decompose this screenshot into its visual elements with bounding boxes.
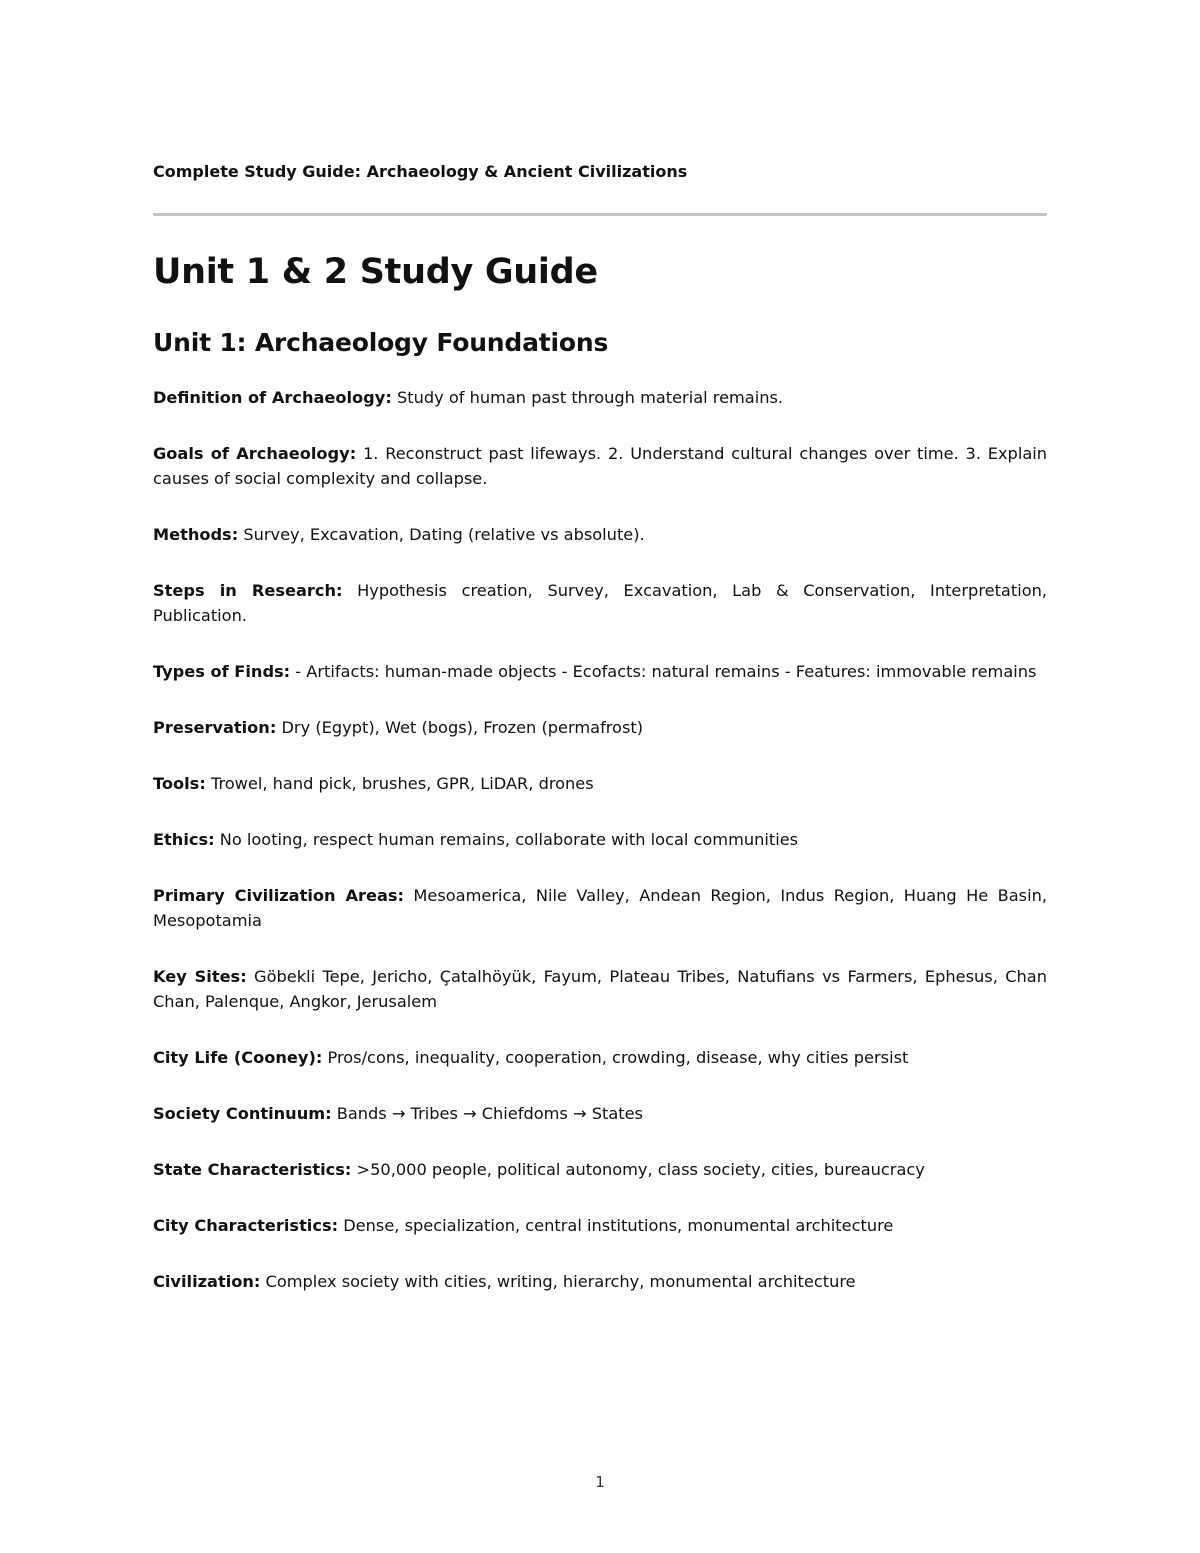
entry-term: Definition of Archaeology: [153, 388, 392, 407]
entry-term: City Life (Cooney): [153, 1048, 323, 1067]
entry-term: Goals of Archaeology: [153, 444, 357, 463]
header-divider [153, 213, 1047, 216]
entry-term: Steps in Research: [153, 581, 343, 600]
entry-types-of-finds [153, 659, 1047, 684]
entry-text: Pros/cons, inequality, cooperation, crowding, disease, why cities persist [327, 1048, 909, 1067]
entry-preservation [153, 715, 1047, 740]
entry-term: Society Continuum: [153, 1104, 332, 1123]
entry-list [153, 385, 1047, 1325]
entry-civilization [153, 1269, 1047, 1294]
entry-society-continuum [153, 1101, 1047, 1126]
page-number: 1 [595, 1473, 605, 1491]
entry-text: Trowel, hand pick, brushes, GPR, LiDAR, drones [210, 774, 594, 793]
entry-ethics [153, 827, 1047, 852]
entry-text: Study of human past through material remains. [396, 388, 784, 407]
entry-text: Göbekli Tepe, Jericho, Çatalhöyük, Fayum, Plateau Tribes, Natufians vs Farmers, Ephesus, Chan Chan, Palenque, Angkor, Jerusalem [153, 967, 1047, 1011]
entry-term: Key Sites: [153, 967, 247, 986]
entry-term: Primary Civilization Areas: [153, 886, 404, 905]
entry-city-characteristics [153, 1213, 1047, 1238]
entry-text: >50,000 people, political autonomy, class society, cities, bureaucracy [356, 1160, 925, 1179]
entry-text: Complex society with cities, writing, hierarchy, monumental architecture [265, 1272, 856, 1291]
page-title: Unit 1 & 2 Study Guide [153, 252, 598, 292]
entry-text: Survey, Excavation, Dating (relative vs absolute). [243, 525, 645, 544]
entry-tools [153, 771, 1047, 796]
entry-term: City Characteristics: [153, 1216, 339, 1235]
entry-text: Hypothesis creation, Survey, Excavation, Lab & Conservation, Interpretation, Publication. [153, 581, 1047, 625]
entry-text: Mesoamerica, Nile Valley, Andean Region, Indus Region, Huang He Basin, Mesopotamia [153, 886, 1048, 930]
entry-text: Bands → Tribes → Chiefdoms → States [336, 1104, 643, 1123]
entry-text: Dense, specialization, central institutions, monumental architecture [343, 1216, 894, 1235]
entry-term: Types of Finds: [153, 662, 291, 681]
entry-text: 1. Reconstruct past lifeways. 2. Understand cultural changes over time. 3. Explain causes of social complexity and collapse. [153, 444, 1048, 488]
entry-term: Methods: [153, 525, 239, 544]
entry-text: Dry (Egypt), Wet (bogs), Frozen (permafrost) [281, 718, 644, 737]
entry-methods [153, 522, 1047, 547]
entry-civilization-areas [153, 883, 1047, 933]
entry-term: State Characteristics: [153, 1160, 352, 1179]
entry-definition [153, 385, 1047, 410]
entry-goals [153, 441, 1047, 491]
entry-state-characteristics [153, 1157, 1047, 1182]
entry-key-sites [153, 964, 1047, 1014]
entry-text: No looting, respect human remains, collaborate with local communities [219, 830, 799, 849]
document-header-title: Complete Study Guide: Archaeology & Ancient Civilizations [153, 162, 688, 181]
entry-term: Civilization: [153, 1272, 261, 1291]
section-title: Unit 1: Archaeology Foundations [153, 328, 609, 357]
entry-text: - Artifacts: human-made objects - Ecofacts: natural remains - Features: immovable remains [295, 662, 1037, 681]
entry-city-life [153, 1045, 1047, 1070]
entry-term: Tools: [153, 774, 206, 793]
entry-steps [153, 578, 1047, 628]
entry-term: Ethics: [153, 830, 215, 849]
entry-term: Preservation: [153, 718, 277, 737]
